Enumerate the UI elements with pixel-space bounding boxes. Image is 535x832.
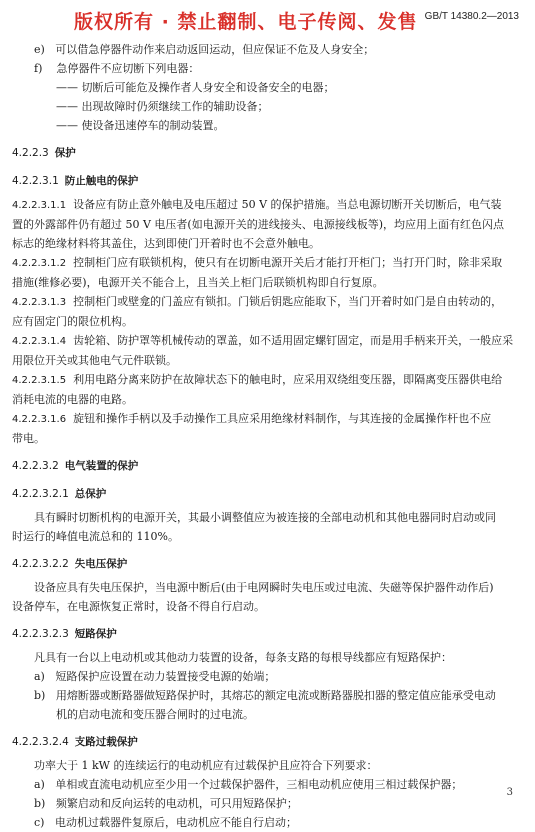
section-heading: 4.2.2.3.2.3 短路保护 [12,628,117,640]
clause-paragraph: 4.2.2.3.1.2 控制柜门应有联锁机构，使只有在切断电源开关后才能打开柜门；当打开门时，除非采取 措施(维修必要)，电源开关不能合上，且当关上柜门后联锁机构即自行复原。 [12,256,503,289]
paragraph: 具有瞬时切断机构的电源开关，其最小调整值应为被连接的全部电动机和其他电器同时启动或同 时运行的峰值电流总和的 110%。 [12,511,496,543]
dash-item: —— 使设备迅速停车的制动装置。 [56,119,225,132]
list-item: a) 短路保护应设置在动力装置接受电源的始端； [34,670,276,683]
document-body [12,40,520,832]
standard-code: GB/T 14380.2—2013 [424,11,519,22]
list-item: c) 电动机过载器件复原后，电动机应不能自行启动； [34,816,297,829]
paragraph: 功率大于 1 kW 的连续运行的电动机应有过载保护且应符合下列要求： [34,759,378,772]
paragraph: 凡具有一台以上电动机或其他动力装置的设备，每条支路的每根导线都应有短路保护： [34,651,452,664]
section-heading: 4.2.2.3.2.2 失电压保护 [12,558,128,570]
list-item-continued: 机的启动电流和变压器合闸时的过电流。 [56,708,254,721]
section-heading: 4.2.2.3 保护 [12,147,76,159]
section-heading: 4.2.2.3.2.4 支路过载保护 [12,736,138,748]
section-heading: 4.2.2.3.2 电气装置的保护 [12,460,139,472]
list-item: a) 单相或直流电动机应至少用一个过载保护器件，三相电动机应使用三相过载保护器； [34,778,463,791]
list-item: f) 急停器件不应切断下列电器： [34,62,200,75]
list-item: b) 频繁启动和反向运转的电动机，可只用短路保护； [34,797,298,810]
dash-item: —— 出现故障时仍须继续工作的辅助设备； [56,100,269,113]
clause-paragraph: 4.2.2.3.1.6 旋钮和操作手柄以及手动操作工具应采用绝缘材料制作，与其连接的金属操作杆也不应 带电。 [12,412,492,445]
section-heading: 4.2.2.3.2.1 总保护 [12,488,107,500]
clause-paragraph: 4.2.2.3.1.3 控制柜门或壁龛的门盖应有锁扣。门锁后钥匙应能取下，当门开着时如门是自由转动的， 应有固定门的限位机构。 [12,295,503,328]
paragraph: 设备应具有失电压保护，当电源中断后(由于电网瞬时失电压或过电流、失磁等保护器件动作后) 设备停车，在电源恢复正常时，设备不得自行启动。 [12,581,494,613]
page-number: 3 [506,787,513,798]
section-heading: 4.2.2.3.1 防止触电的保护 [12,175,139,187]
watermark: 版权所有 · 禁止翻制、电子传阅、发售 [74,11,418,33]
dash-item: —— 切断后可能危及操作者人身安全和设备安全的电器； [56,81,335,94]
clause-paragraph: 4.2.2.3.1.4 齿轮箱、防护罩等机械传动的罩盖，如不适用固定螺钉固定，而是用手柄来开关，一般应采 用限位开关或其他电气元件联锁。 [12,334,514,367]
list-item: b) 用熔断器或断路器做短路保护时，其熔芯的额定电流或断路器脱扣器的整定值应能承受电动 [34,689,496,702]
clause-paragraph: 4.2.2.3.1.1 设备应有防止意外触电及电压超过 50 V 的保护措施。当总电源切断开关切断后，电气装 置的外露部件仍有超过 50 V 电压者(如电源开关的进线接头、电源接线板等)，均应用上面有红色闪点 标志的绝缘材料将其盖住，达到即使门开着时也不会意外触电。 [12,198,505,250]
list-item: e) 可以借急停器件动作来启动返回运动，但应保证不危及人身安全； [34,43,375,56]
clause-paragraph: 4.2.2.3.1.5 利用电路分离来防护在故障状态下的触电时，应采用双绕组变压器，即隔离变压器供电给 消耗电流的电器的电路。 [12,373,503,406]
